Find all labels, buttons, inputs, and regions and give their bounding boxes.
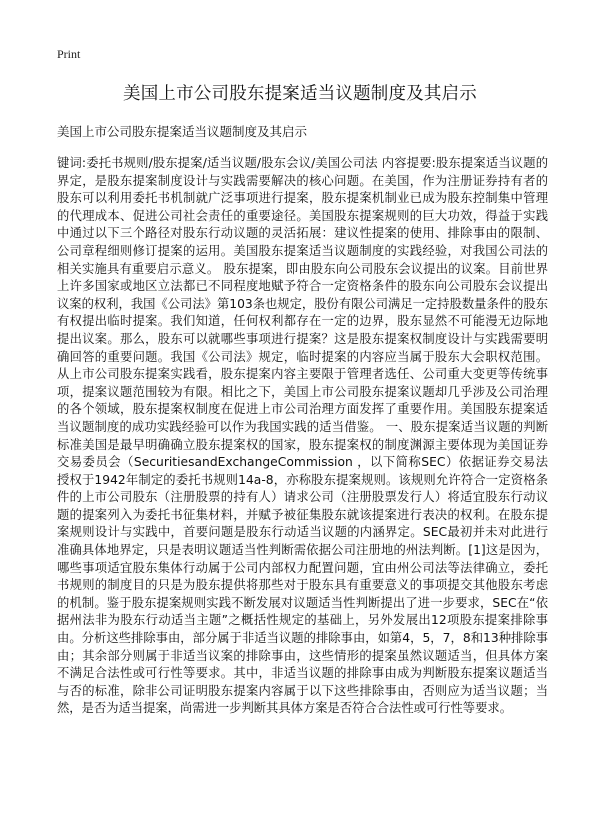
document-subtitle: 美国上市公司股东提案适当议题制度及其启示 xyxy=(57,124,308,139)
document-title: 美国上市公司股东提案适当议题制度及其启示 xyxy=(123,84,477,104)
print-link[interactable]: Print xyxy=(57,47,81,61)
document-body-text: 键词:委托书规则/股东提案/适当议题/股东会议/美国公司法 内容提要:股东提案适当议题的界定，是股东提案制度设计与实践需要解决的核心问题。在美国，作为注册证券持有者的股东可以利用委托书机制就广泛事项进行提案，股东提案机制业已成为股东控制集中管理的代理成本、促进公司社会责任的重要途径。美国股东提案规则的巨大功效，得益于实践中通过以下三个路径对股东行动议题的灵活拓展：建议性提案的使用、排除事由的限制、公司章程细则修订提案的运用。美国股东提案适当议题制度的实践经验，对我国公司法的相关实施具有重要启示意义。 股东提案，即由股东向公司股东会议提出的议案。目前世界上许多国家或地区立法都已不同程度地赋予符合一定资格条件的股东向公司股东会议提出议案的权利，我国《公司法》第103条也规定，股份有限公司满足一定持股数量条件的股东有权提出临时提案。我们知道，任何权利都存在一定的边界，股东显然不可能漫无边际地提出议案。那么，股东可以就哪些事项进行提案？这是股东提案权制度设计与实践需要明确回答的重要问题。我国《公司法》规定，临时提案的内容应当属于股东大会职权范围。从上市公司股东提案实践看，股东提案内容主要限于管理者选任、公司重大变更等传统事项，提案议题范围较为有限。相比之下，美国上市公司股东提案议题却几乎涉及公司治理的各个领域，股东提案权制度在促进上市公司治理方面发挥了重要作用。美国股东提案适当议题制度的成功实践经验可以作为我国实践的适当借鉴。 一、股东提案适当议题的判断标准美国是最早明确确立股东提案权的国家，股东提案权的制度渊源主要体现为美国证券交易委员会（SecuritiesandExchangeCommission ，以下简称SEC）依据证券交易法授权于1942年制定的委托书规则14a-8，亦称股东提案规则。该规则允许符合一定资格条件的上市公司股东（注册股票的持有人）请求公司（注册股票发行人）将适宜股东行动议题的提案列入为委托书征集材料，并赋予被征集股东就该提案进行表决的权利。在股东提案规则设计与实践中，首要问题是股东行动适当议题的内涵界定。SEC最初并未对此进行准确具体地界定，只是表明议题适当性判断需依据公司注册地的州法判断。[1]这是因为，哪些事项适宜股东集体行动属于公司内部权力配置问题，宜由州公司法等法律确立，委托书规则的制度目的只是为股东提供将那些对于股东具有重要意义的事项提交其他股东考虑的机制。鉴于股东提案规则实践不断发展对议题适当性判断提出了进一步要求，SEC在“依据州法非为股东行动适当主题”之概括性规定的基础上，另外发展出12项股东提案排除事由。分析这些排除事由，部分属于非适当议题的排除事由，如第4，5，7，8和13种排除事由；其余部分则属于非适当议案的排除事由，这些情形的提案虽然议题适当，但具体方案不满足合法性或可行性等要求。其中，非适当议题的排除事由成为判断股东提案议题适当与否的标准，除非公司证明股东提案内容属于以下这些排除事由，否则应为适当议题；当然，是否为适当提案，尚需进一步判断其具体方案是否符合合法性或可行性等要求。 xyxy=(57,156,548,716)
